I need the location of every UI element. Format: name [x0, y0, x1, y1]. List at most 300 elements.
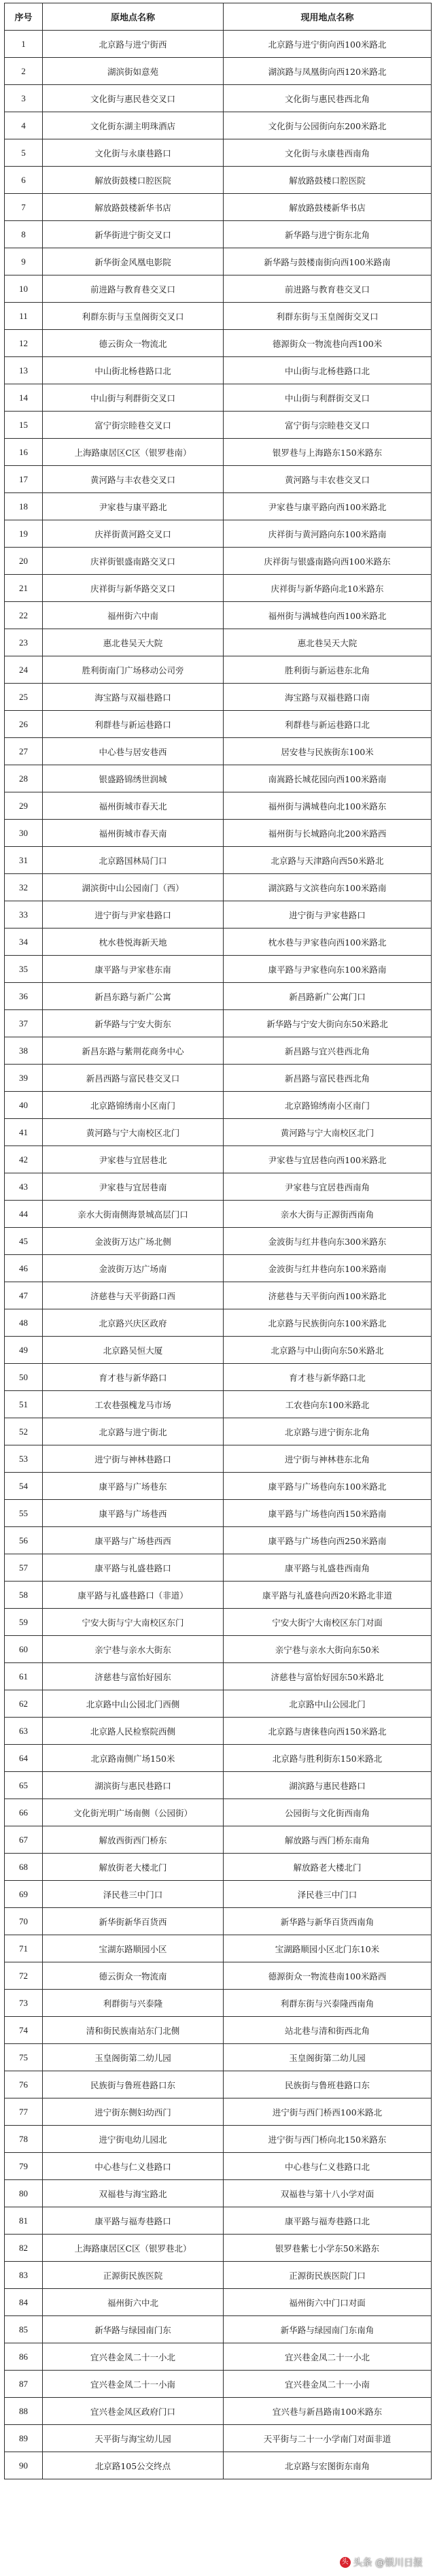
row-index: 90	[5, 2452, 43, 2479]
current-location: 利群巷与新运巷路口北	[224, 711, 432, 738]
row-index: 63	[5, 1718, 43, 1745]
current-location: 新昌路新广公寓门口	[224, 983, 432, 1010]
table-row	[5, 1636, 432, 1663]
row-index: 23	[5, 629, 43, 656]
row-index: 14	[5, 384, 43, 412]
table-row	[5, 112, 432, 139]
original-location: 德云街众一物流南	[43, 1962, 224, 1990]
current-location: 康平路与广场巷向西150米路南	[224, 1500, 432, 1527]
table-row	[5, 1690, 432, 1718]
current-location: 公园街与文化街西南角	[224, 1799, 432, 1826]
current-location: 中山街与北杨巷路口北	[224, 357, 432, 384]
table-row	[5, 1418, 432, 1445]
original-location: 康平路与礼盛巷路口（非道）	[43, 1582, 224, 1609]
table-row	[5, 2098, 432, 2126]
table-row	[5, 1282, 432, 1309]
current-location: 正源街民族医院门口	[224, 2262, 432, 2289]
table-row	[5, 2289, 432, 2316]
original-location: 北京路中山公园北门西侧	[43, 1690, 224, 1718]
original-location: 惠北巷吴天大院	[43, 629, 224, 656]
original-location: 康平路与广场巷西	[43, 1500, 224, 1527]
original-location: 文化街与永康巷路口	[43, 139, 224, 167]
row-index: 30	[5, 820, 43, 847]
current-location: 北京路与唐徕巷向西150米路北	[224, 1718, 432, 1745]
current-location: 康平路与礼盛巷西南角	[224, 1554, 432, 1582]
row-index: 75	[5, 2044, 43, 2071]
table-row	[5, 357, 432, 384]
current-location: 惠北巷吴天大院	[224, 629, 432, 656]
current-location: 福州街与满城巷向北100米路东	[224, 792, 432, 820]
current-location: 新华路与宁安大街向东50米路北	[224, 1010, 432, 1037]
row-index: 81	[5, 2207, 43, 2235]
row-index: 60	[5, 1636, 43, 1663]
current-location: 尹家巷与宜居巷向西100米路北	[224, 1146, 432, 1173]
original-location: 进宁街东侧妇幼西门	[43, 2098, 224, 2126]
original-location: 新华路与绿园南门东	[43, 2316, 224, 2343]
table-row	[5, 2153, 432, 2180]
table-row	[5, 629, 432, 656]
table-row	[5, 1990, 432, 2017]
row-index: 2	[5, 58, 43, 85]
row-index: 19	[5, 520, 43, 548]
table-row	[5, 384, 432, 412]
row-index: 61	[5, 1663, 43, 1690]
original-location: 清和街民族南站东门北侧	[43, 2017, 224, 2044]
original-location: 双福巷与海宝路北	[43, 2180, 224, 2207]
table-row	[5, 1663, 432, 1690]
table-row	[5, 1010, 432, 1037]
original-location: 新华街金风凰电影院	[43, 248, 224, 275]
original-location: 北京路锦绣南小区南门	[43, 1092, 224, 1119]
row-index: 4	[5, 112, 43, 139]
row-index: 41	[5, 1119, 43, 1146]
row-index: 1	[5, 31, 43, 58]
table-row	[5, 929, 432, 956]
table-row	[5, 2343, 432, 2371]
original-location: 文化街与惠民巷交叉口	[43, 85, 224, 112]
current-location: 康平路与广场巷向西250米路南	[224, 1527, 432, 1554]
table-row	[5, 1391, 432, 1418]
original-location: 新华街进宁街交叉口	[43, 221, 224, 248]
table-row	[5, 139, 432, 167]
original-location: 前进路与教育巷交叉口	[43, 275, 224, 303]
current-location: 黄河路与宁大南校区北门	[224, 1119, 432, 1146]
row-index: 20	[5, 548, 43, 575]
table-row	[5, 1337, 432, 1364]
original-location: 中心巷与仁义巷路口	[43, 2153, 224, 2180]
table-row	[5, 1935, 432, 1962]
original-location: 天平街与海宝幼儿园	[43, 2425, 224, 2452]
table-row	[5, 1908, 432, 1935]
table-row	[5, 1473, 432, 1500]
row-index: 56	[5, 1527, 43, 1554]
table-row	[5, 874, 432, 901]
current-location: 亲水大街与正源街西南角	[224, 1201, 432, 1228]
current-location: 康平路与福寿巷路口北	[224, 2207, 432, 2235]
original-location: 黄河路与宁大南校区北门	[43, 1119, 224, 1146]
row-index: 58	[5, 1582, 43, 1609]
original-location: 育才巷与新华路口	[43, 1364, 224, 1391]
current-location: 育才巷与新华路口北	[224, 1364, 432, 1391]
original-location: 宝湖东路顺园小区	[43, 1935, 224, 1962]
table-row	[5, 1582, 432, 1609]
table-row	[5, 2262, 432, 2289]
table-header-row	[5, 3, 432, 31]
row-index: 73	[5, 1990, 43, 2017]
table-row	[5, 520, 432, 548]
row-index: 68	[5, 1854, 43, 1881]
table-row	[5, 1119, 432, 1146]
row-index: 31	[5, 847, 43, 874]
original-location: 北京路兴庆区政府	[43, 1309, 224, 1337]
table-row	[5, 58, 432, 85]
table-row	[5, 2071, 432, 2098]
table-row	[5, 466, 432, 493]
row-index: 9	[5, 248, 43, 275]
original-location: 宜兴巷金凤二十一小南	[43, 2371, 224, 2398]
header-original-location: 原地点名称	[43, 3, 224, 31]
table-row	[5, 493, 432, 520]
header-index: 序号	[5, 3, 43, 31]
table-row	[5, 1772, 432, 1799]
row-index: 86	[5, 2343, 43, 2371]
table-row	[5, 684, 432, 711]
row-index: 55	[5, 1500, 43, 1527]
original-location: 湖滨街中山公园南门（西）	[43, 874, 224, 901]
original-location: 新华路与宁安大街东	[43, 1010, 224, 1037]
current-location: 北京路与天津路向西50米路北	[224, 847, 432, 874]
original-location: 民族街与鲁班巷路口东	[43, 2071, 224, 2098]
table-row	[5, 1255, 432, 1282]
original-location: 利群巷与新运巷路口	[43, 711, 224, 738]
current-location: 解放路老大楼北门	[224, 1854, 432, 1881]
current-location: 南嵩路长城花园向西100米路南	[224, 765, 432, 792]
current-location: 民族街与鲁班巷路口东	[224, 2071, 432, 2098]
current-location: 中心巷与仁义巷路口北	[224, 2153, 432, 2180]
current-location: 银罗巷与上海路东150米路东	[224, 439, 432, 466]
current-location: 利群东街与兴泰隆西南角	[224, 1990, 432, 2017]
table-row	[5, 711, 432, 738]
current-location: 北京路与中山街向东50米路北	[224, 1337, 432, 1364]
current-location: 玉皇阁街第二幼儿园	[224, 2044, 432, 2071]
original-location: 福州街六中南	[43, 602, 224, 629]
current-location: 北京路与民族街向东100米路北	[224, 1309, 432, 1337]
row-index: 35	[5, 956, 43, 983]
current-location: 康平路与礼盛巷向西20米路北非道	[224, 1582, 432, 1609]
original-location: 新华街新华百货西	[43, 1908, 224, 1935]
original-location: 黄河路与丰农巷交叉口	[43, 466, 224, 493]
table-row	[5, 2126, 432, 2153]
row-index: 18	[5, 493, 43, 520]
row-index: 85	[5, 2316, 43, 2343]
current-location: 枕水巷与尹家巷向西100米路北	[224, 929, 432, 956]
current-location: 北京路与进宁街向西100米路北	[224, 31, 432, 58]
table-row	[5, 1065, 432, 1092]
table-row	[5, 2371, 432, 2398]
original-location: 玉皇阁街第二幼儿园	[43, 2044, 224, 2071]
table-row	[5, 548, 432, 575]
row-index: 76	[5, 2071, 43, 2098]
original-location: 亲水大街南侧海景城高层门口	[43, 1201, 224, 1228]
row-index: 11	[5, 303, 43, 330]
original-location: 新昌西路与富民巷交叉口	[43, 1065, 224, 1092]
original-location: 康平路与广场巷西西	[43, 1527, 224, 1554]
table-row	[5, 85, 432, 112]
table-row	[5, 1037, 432, 1065]
row-index: 52	[5, 1418, 43, 1445]
current-location: 解放路鼓楼新华书店	[224, 194, 432, 221]
current-location: 利群东街与玉皇阁街交叉口	[224, 303, 432, 330]
table-row	[5, 602, 432, 629]
current-location: 新华路与进宁街东北角	[224, 221, 432, 248]
row-index: 69	[5, 1881, 43, 1908]
original-location: 湖滨街如意苑	[43, 58, 224, 85]
row-index: 12	[5, 330, 43, 357]
table-row	[5, 1500, 432, 1527]
current-location: 宜兴巷金凤二十一小南	[224, 2371, 432, 2398]
document	[4, 3, 431, 2479]
row-index: 51	[5, 1391, 43, 1418]
row-index: 40	[5, 1092, 43, 1119]
original-location: 湖滨街与惠民巷路口	[43, 1772, 224, 1799]
table-row	[5, 1146, 432, 1173]
table-row	[5, 248, 432, 275]
row-index: 39	[5, 1065, 43, 1092]
original-location: 福州街六中北	[43, 2289, 224, 2316]
table-row	[5, 738, 432, 765]
table-row	[5, 847, 432, 874]
table-row	[5, 2452, 432, 2479]
original-location: 北京路与进宁街北	[43, 1418, 224, 1445]
row-index: 43	[5, 1173, 43, 1201]
location-table	[4, 3, 432, 2479]
table-row	[5, 439, 432, 466]
table-row	[5, 2044, 432, 2071]
row-index: 49	[5, 1337, 43, 1364]
row-index: 29	[5, 792, 43, 820]
row-index: 6	[5, 167, 43, 194]
table-row	[5, 303, 432, 330]
table-row	[5, 820, 432, 847]
original-location: 庆祥街银盛南路交叉口	[43, 548, 224, 575]
original-location: 金波街万达广场南	[43, 1255, 224, 1282]
original-location: 康平路与广场巷东	[43, 1473, 224, 1500]
current-location: 双福巷与第十八小学对面	[224, 2180, 432, 2207]
row-index: 28	[5, 765, 43, 792]
original-location: 北京路与进宁街西	[43, 31, 224, 58]
current-location: 居安巷与民族街东100米	[224, 738, 432, 765]
row-index: 79	[5, 2153, 43, 2180]
row-index: 26	[5, 711, 43, 738]
original-location: 进宁街电幼儿园北	[43, 2126, 224, 2153]
original-location: 胜利街南门广场移动公司旁	[43, 656, 224, 684]
row-index: 10	[5, 275, 43, 303]
current-location: 前进路与教育巷交叉口	[224, 275, 432, 303]
row-index: 62	[5, 1690, 43, 1718]
current-location: 富宁街与宗睦巷交叉口	[224, 412, 432, 439]
table-row	[5, 575, 432, 602]
current-location: 新昌路与宜兴巷西北角	[224, 1037, 432, 1065]
table-row	[5, 1228, 432, 1255]
current-location: 湖滨路与凤凰街向西120米路北	[224, 58, 432, 85]
current-location: 黄河路与丰农巷交叉口	[224, 466, 432, 493]
table-row	[5, 275, 432, 303]
original-location: 解放路鼓楼新华书店	[43, 194, 224, 221]
original-location: 上海路康居区C区（银罗巷北）	[43, 2235, 224, 2262]
table-row	[5, 2425, 432, 2452]
original-location: 进宁街与神林巷路口	[43, 1445, 224, 1473]
original-location: 中心巷与居安巷西	[43, 738, 224, 765]
row-index: 78	[5, 2126, 43, 2153]
current-location: 北京路与胜利街东150米路北	[224, 1745, 432, 1772]
current-location: 中山街与利群街交叉口	[224, 384, 432, 412]
original-location: 文化街东湖主明珠酒店	[43, 112, 224, 139]
current-location: 胜利街与新运巷东北角	[224, 656, 432, 684]
current-location: 德源街众一物流巷南100米路西	[224, 1962, 432, 1990]
row-index: 77	[5, 2098, 43, 2126]
current-location: 尹家巷与康平路向西100米路北	[224, 493, 432, 520]
original-location: 北京路吴恒大厦	[43, 1337, 224, 1364]
table-row	[5, 983, 432, 1010]
table-body	[5, 31, 432, 2479]
row-index: 21	[5, 575, 43, 602]
header-current-location: 现用地点名称	[224, 3, 432, 31]
row-index: 83	[5, 2262, 43, 2289]
current-location: 海宝路与双福巷路口南	[224, 684, 432, 711]
table-row	[5, 2180, 432, 2207]
original-location: 庆祥街与新华路交叉口	[43, 575, 224, 602]
current-location: 金波街与红井巷向东300米路东	[224, 1228, 432, 1255]
original-location: 北京路105公交终点	[43, 2452, 224, 2479]
original-location: 亲宁巷与亲水大街东	[43, 1636, 224, 1663]
table-row	[5, 2398, 432, 2425]
current-location: 文化街与公园街向东200米路北	[224, 112, 432, 139]
table-row	[5, 1881, 432, 1908]
row-index: 15	[5, 412, 43, 439]
original-location: 正源街民族医院	[43, 2262, 224, 2289]
table-row	[5, 2316, 432, 2343]
current-location: 庆祥街与银盛南路向西100米路东	[224, 548, 432, 575]
original-location: 解放街鼓楼口腔医院	[43, 167, 224, 194]
table-row	[5, 765, 432, 792]
table-row	[5, 1609, 432, 1636]
table-row	[5, 1201, 432, 1228]
row-index: 80	[5, 2180, 43, 2207]
current-location: 康平路与尹家巷向东100米路南	[224, 956, 432, 983]
current-location: 济慈巷与富怡好园东50米路北	[224, 1663, 432, 1690]
row-index: 36	[5, 983, 43, 1010]
table-row	[5, 2017, 432, 2044]
row-index: 37	[5, 1010, 43, 1037]
table-row	[5, 1854, 432, 1881]
original-location: 福州街城市春天北	[43, 792, 224, 820]
table-row	[5, 1718, 432, 1745]
original-location: 福州街城市春天南	[43, 820, 224, 847]
original-location: 宁安大街与宁大南校区东门	[43, 1609, 224, 1636]
table-row	[5, 656, 432, 684]
table-row	[5, 31, 432, 58]
original-location: 北京路人民检察院西侧	[43, 1718, 224, 1745]
row-index: 84	[5, 2289, 43, 2316]
current-location: 银罗巷紫七小学东50米路东	[224, 2235, 432, 2262]
row-index: 34	[5, 929, 43, 956]
row-index: 25	[5, 684, 43, 711]
original-location: 尹家巷与宜居巷南	[43, 1173, 224, 1201]
table-row	[5, 1554, 432, 1582]
original-location: 宜兴巷金凤区政府门口	[43, 2398, 224, 2425]
current-location: 站北巷与清和街西北角	[224, 2017, 432, 2044]
original-location: 金波街万达广场北侧	[43, 1228, 224, 1255]
table-row	[5, 956, 432, 983]
current-location: 新华路与新华百货西南角	[224, 1908, 432, 1935]
row-index: 88	[5, 2398, 43, 2425]
row-index: 64	[5, 1745, 43, 1772]
row-index: 3	[5, 85, 43, 112]
current-location: 福州街与长城路向北200米路西	[224, 820, 432, 847]
row-index: 17	[5, 466, 43, 493]
table-row	[5, 1364, 432, 1391]
row-index: 67	[5, 1826, 43, 1854]
current-location: 新昌路与富民巷西北角	[224, 1065, 432, 1092]
table-row	[5, 1527, 432, 1554]
current-location: 宜兴巷金凤二十一小北	[224, 2343, 432, 2371]
table-row	[5, 1799, 432, 1826]
row-index: 5	[5, 139, 43, 167]
current-location: 湖滨路与惠民巷路口	[224, 1772, 432, 1799]
original-location: 银盛路锦绣世润城	[43, 765, 224, 792]
current-location: 德源街众一物流巷向西100米	[224, 330, 432, 357]
current-location: 宁安大街宁大南校区东门对面	[224, 1609, 432, 1636]
original-location: 泽民巷三中门口	[43, 1881, 224, 1908]
current-location: 北京路中山公园北门	[224, 1690, 432, 1718]
current-location: 解放路与西门桥东南角	[224, 1826, 432, 1854]
current-location: 泽民巷三中门口	[224, 1881, 432, 1908]
current-location: 福州街六中门口对面	[224, 2289, 432, 2316]
row-index: 27	[5, 738, 43, 765]
row-index: 59	[5, 1609, 43, 1636]
row-index: 89	[5, 2425, 43, 2452]
current-location: 新华路与绿园南门东南角	[224, 2316, 432, 2343]
row-index: 50	[5, 1364, 43, 1391]
current-location: 解放路鼓楼口腔医院	[224, 167, 432, 194]
row-index: 82	[5, 2235, 43, 2262]
row-index: 53	[5, 1445, 43, 1473]
current-location: 文化街与永康巷西南角	[224, 139, 432, 167]
original-location: 庆祥街黄河路交叉口	[43, 520, 224, 548]
table-row	[5, 2207, 432, 2235]
original-location: 富宁街宗睦巷交叉口	[43, 412, 224, 439]
row-index: 8	[5, 221, 43, 248]
current-location: 济慈巷与天平街向西100米路北	[224, 1282, 432, 1309]
current-location: 进宁街与尹家巷路口	[224, 901, 432, 929]
original-location: 工农巷强槐龙马市场	[43, 1391, 224, 1418]
table-row	[5, 1745, 432, 1772]
table-row	[5, 167, 432, 194]
row-index: 66	[5, 1799, 43, 1826]
row-index: 72	[5, 1962, 43, 1990]
table-row	[5, 330, 432, 357]
table-row	[5, 1962, 432, 1990]
table-row	[5, 2235, 432, 2262]
current-location: 亲宁巷与亲水大街向东50米	[224, 1636, 432, 1663]
table-row	[5, 1092, 432, 1119]
table-row	[5, 1826, 432, 1854]
current-location: 进宁街与西门桥西100米路北	[224, 2098, 432, 2126]
original-location: 德云街众一物流北	[43, 330, 224, 357]
row-index: 65	[5, 1772, 43, 1799]
original-location: 利群东街与玉皇阁街交叉口	[43, 303, 224, 330]
row-index: 13	[5, 357, 43, 384]
